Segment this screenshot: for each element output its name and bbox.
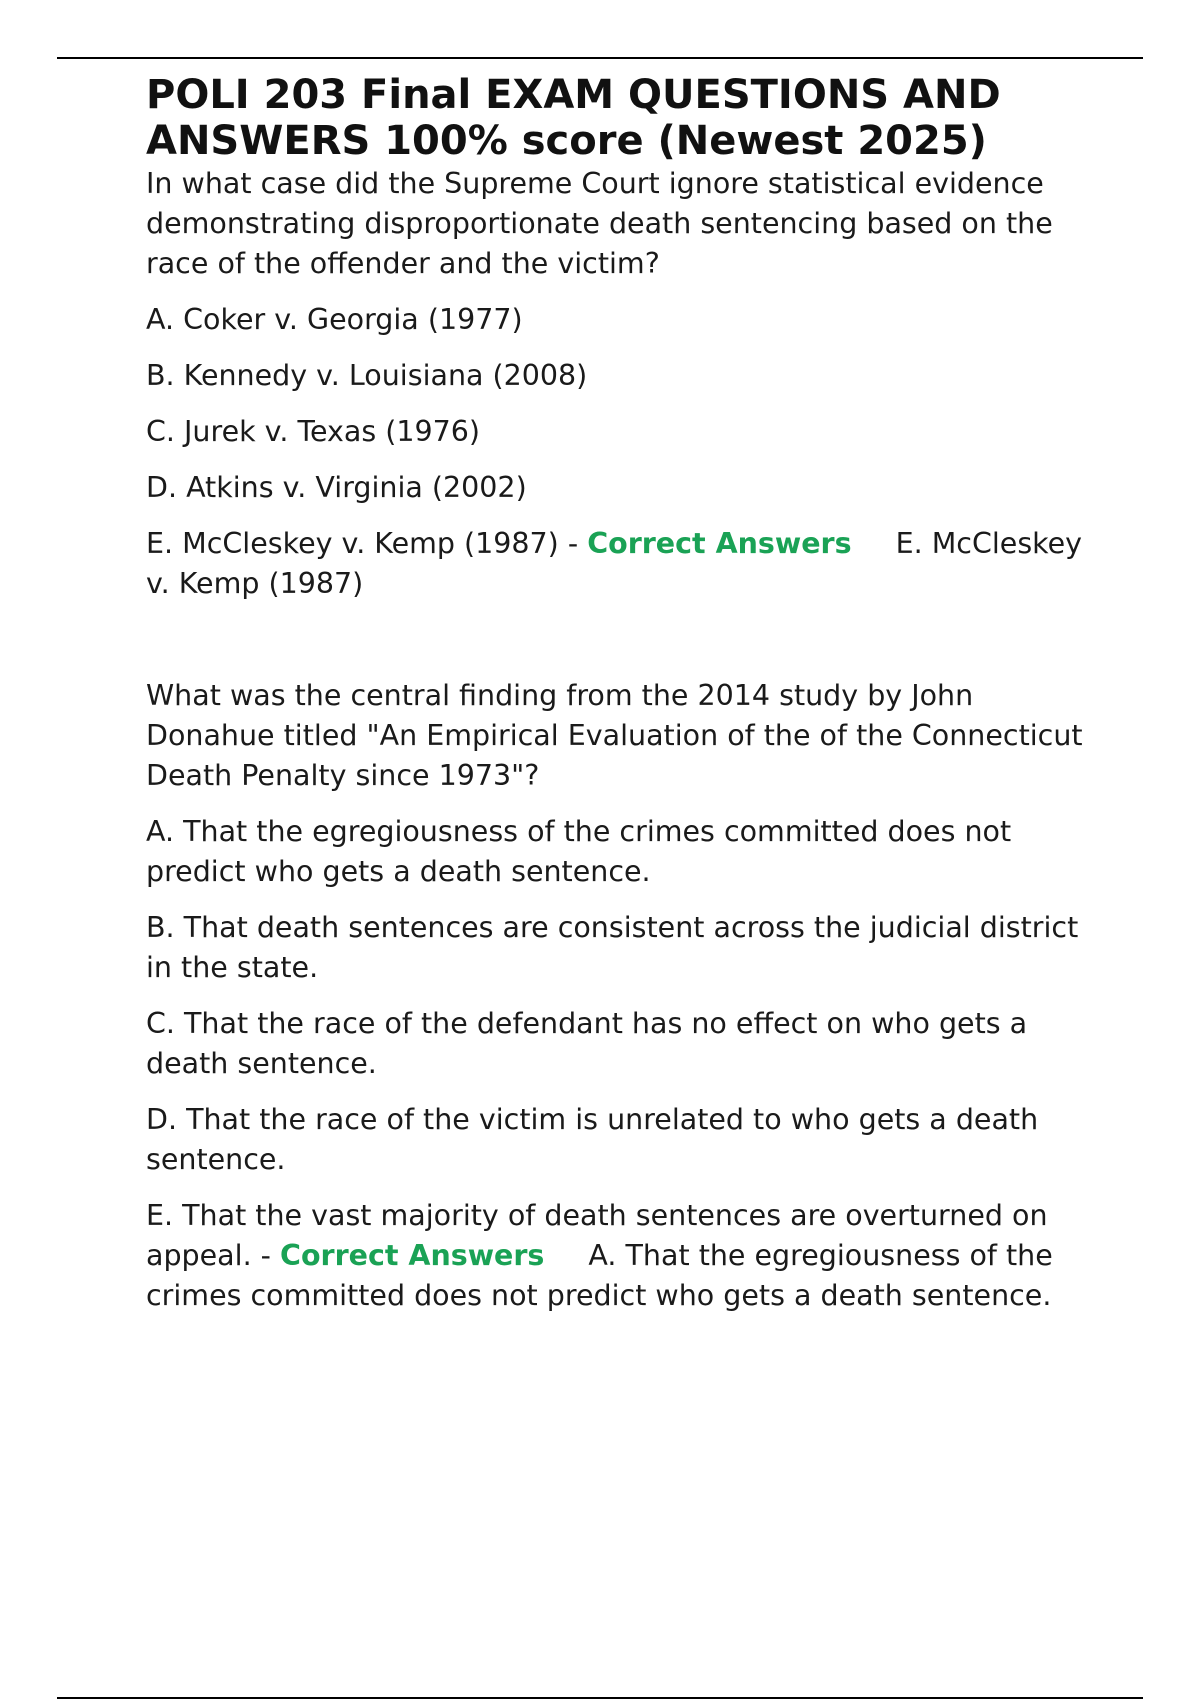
correct-answers-label: Correct Answers — [587, 527, 852, 560]
answer-option: A. Coker v. Georgia (1977) — [146, 303, 523, 336]
question-prompt: What was the central finding from the 2014 study by John Donahue titled "An Empirical Evaluation of the of the Connecticut Death Penalty since 1973"? — [146, 679, 1083, 792]
answer-option: B. Kennedy v. Louisiana (2008) — [146, 359, 588, 392]
answer-option: D. That the race of the victim is unrelated to who gets a death sentence. — [146, 1103, 1039, 1176]
answer-option-text: E. That the vast majority of death sentences are overturned on appeal. - — [146, 1199, 1048, 1272]
question-prompt: In what case did the Supreme Court ignore statistical evidence demonstrating disproportionate death sentencing based on the race of the offender and the victim? — [146, 167, 1053, 280]
document-title: POLI 203 Final EXAM QUESTIONS AND ANSWERS 100% score (Newest 2025) — [146, 72, 1001, 164]
question-block-2 — [146, 676, 1086, 1316]
document-body — [146, 72, 1086, 1316]
answer-option: C. That the race of the defendant has no effect on who gets a death sentence. — [146, 1007, 1028, 1080]
answer-option: C. Jurek v. Texas (1976) — [146, 415, 481, 448]
correct-answer-text: E. McCleskey v. Kemp (1987) — [146, 527, 1083, 600]
answer-option-with-answer — [146, 1196, 1086, 1316]
correct-answers-label: Correct Answers — [280, 1239, 545, 1272]
question-block-1 — [146, 164, 1086, 604]
correct-answer-text: A. That the egregiousness of the crimes committed does not predict who gets a death sentence. — [146, 1239, 1053, 1312]
answer-option-text: E. McCleskey v. Kemp (1987) - — [146, 527, 579, 560]
answer-option-with-answer — [146, 524, 1086, 604]
answer-option: D. Atkins v. Virginia (2002) — [146, 471, 527, 504]
answer-option: B. That death sentences are consistent across the judicial district in the state. — [146, 911, 1079, 984]
footer-rule — [57, 1697, 1143, 1699]
header-rule — [57, 57, 1143, 59]
answer-option: A. That the egregiousness of the crimes committed does not predict who gets a death sentence. — [146, 815, 1012, 888]
